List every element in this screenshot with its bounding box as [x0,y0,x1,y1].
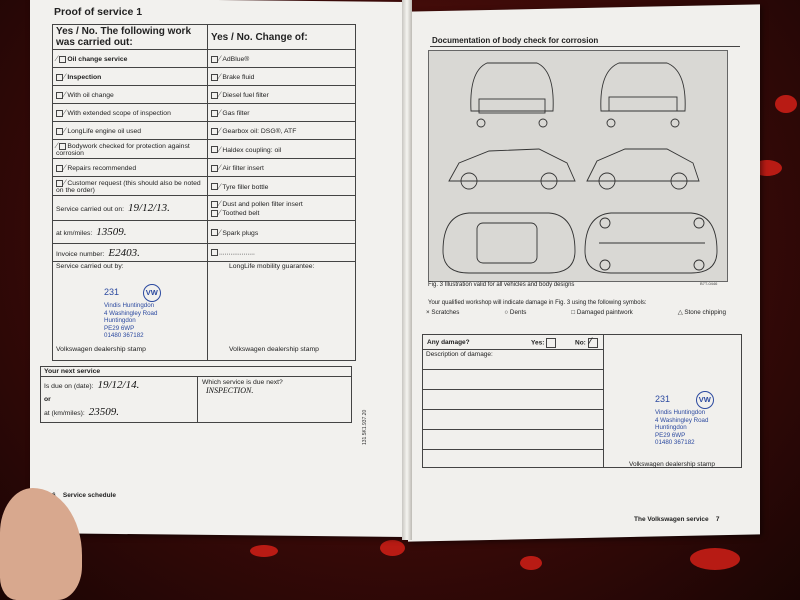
damage-form [422,334,742,468]
desc-line [423,410,603,430]
table-row: ⁄ Repairs recommended ⁄ Air filter insert [53,159,356,177]
service-table [52,24,356,361]
yes-label: Yes: [531,339,545,347]
paint-splat [690,548,740,570]
row-left: With extended scope of inspection [67,110,171,117]
row-left: Customer request (this should also be noted on the order) [56,180,201,194]
dealer-stamp [104,284,204,340]
symbol-stone-chipping: △ Stone chipping [677,309,726,316]
row-left: Inspection [67,74,102,81]
desc-line [423,390,603,410]
stamp-line: Huntingdon [655,424,687,431]
car-outline-illustration [429,51,727,281]
row-left: LongLife engine oil used [67,128,142,135]
stamp-line: Vindis Huntingdon [655,409,706,416]
paint-splat [520,556,542,570]
stamp-line: 4 Washingley Road [655,416,709,424]
symbols-legend [426,309,726,316]
table-row: Service carried out on: 19/12/13. ⁄ Dust and pollen filter insert ⁄ Toothed belt [53,196,356,221]
dealer-stamp-right [655,391,714,447]
yes-checkbox [546,338,556,348]
row-right: Brake fluid [222,74,255,81]
stamp-line: PE29 6WP [655,431,686,439]
symbol-dents: ○ Dents [504,309,527,316]
row-right: Haldex coupling: oil [222,146,282,154]
desc-label: Description of damage: [426,351,493,358]
dots: ................... [219,249,255,257]
km-value: 13509. [96,226,127,238]
desc-line [423,430,603,450]
vw-logo-icon: VW [143,284,161,302]
stamp-line: PE29 6WP [104,324,135,332]
symbol-scratches: × Scratches [426,309,460,316]
left-footer [52,492,116,499]
row-right: AdBlue® [222,56,250,63]
row-right: Gas filter [222,110,250,117]
km-label: at km/miles: [56,230,93,237]
figure-caption: Fig. 3 Illustration valid for all vehicles and body designs [428,282,575,288]
left-footer-text: Service schedule [62,492,116,499]
due-label: Is due on (date): [44,383,94,390]
toothed-belt: Toothed belt [222,210,260,217]
right-footer [634,516,720,523]
service-date-label: Service carried out on: [56,206,125,213]
stamp-line: 01480 367182 [104,332,144,339]
desc-line [423,450,603,469]
vw-logo-icon: VW [696,391,714,409]
table-row: ⁄ Inspection ⁄ Brake fluid [53,68,356,86]
which-label: Which service is due next? [202,379,283,386]
next-service-title: Your next service [41,367,351,377]
row-left: With oil change [67,92,114,99]
row-right: Air filter insert [222,165,264,172]
car-diagram [428,50,728,282]
stamp-label-right: Volkswagen dealership stamp [629,461,715,468]
paint-splat [250,545,278,557]
stamp-line: Vindis Huntingdon [104,302,155,309]
table-row [53,244,356,262]
row-left: Repairs recommended [67,165,137,172]
invoice-label: Invoice number: [56,250,105,258]
no-label: No: [575,339,586,347]
row-right: Gearbox oil: DSG®, ATF [222,128,297,135]
table-row: ⁄ With extended scope of inspection ⁄ Gas filter [53,104,356,122]
next-service-box [40,366,352,423]
desc-line [423,350,603,370]
desc-line [423,370,603,390]
stamp-line: Huntingdon [104,317,136,324]
row-left: Bodywork checked for protection against corrosion [56,143,190,157]
dust-filter: Dust and pollen filter insert [222,201,303,208]
book-spine [402,0,412,540]
symbol-paintwork: □ Damaged paintwork [571,309,633,316]
table-row [53,262,356,361]
figure-code: B7T-0446 [700,281,718,286]
stamp-number: 231 [104,287,120,297]
or-label: or [44,396,51,403]
right-page-number: 7 [715,516,720,523]
table-row: ⁄ Bodywork checked for protection against corrosion ⁄ Haldex coupling: oil [53,140,356,159]
symbols-instructions: Your qualified workshop will indicate damage in Fig. 3 using the following symbols: [428,300,647,306]
paint-splat [775,95,797,113]
next-km-label: at (km/miles): [44,410,85,417]
stamp-label: Volkswagen dealership stamp [56,345,146,353]
col2-header: Yes / No. Change of: [208,25,356,50]
no-option [575,338,599,348]
service-date-value: 19/12/13. [128,202,170,214]
invoice-value: E2403. [108,246,140,259]
stamp-number: 231 [655,394,671,404]
row-right: Tyre filler bottle [222,183,269,191]
stamp-label-2: Volkswagen dealership stamp [229,346,319,353]
next-km-value: 23509. [88,406,120,418]
yes-option [531,338,557,348]
table-row: ⁄ LongLife engine oil used ⁄ Gearbox oil: DSG®, ATF [53,122,356,140]
paint-splat [380,540,405,556]
row-right: Diesel fuel filter [222,92,269,99]
col1-header: Yes / No. The following work was carried out: [53,25,208,50]
no-checkbox-checked: ⁄ [588,338,598,348]
right-page-title: Documentation of body check for corrosion [432,36,599,45]
row-left: Oil change service [67,56,128,63]
longlife-label: LongLife mobility guarantee: [229,263,315,270]
spark-plugs: Spark plugs [222,229,259,237]
table-row: at km/miles: 13509. ⁄ Spark plugs [53,221,356,244]
stamp-line: 01480 367182 [655,439,695,446]
side-code: 131.5K1.937.20 [362,409,368,445]
service-by-label: Service carried out by: [56,263,124,270]
table-row: ⁄ Customer request (this should also be noted on the order) ⁄ Tyre filler bottle [53,177,356,196]
title-rule [430,46,740,47]
table-row: ⁄ With oil change ⁄ Diesel fuel filter [53,86,356,104]
page-title: Proof of service 1 [54,6,143,18]
any-damage-label: Any damage? [427,338,470,346]
which-value: INSPECTION. [206,386,254,395]
table-row: ⁄ Oil change service ⁄ AdBlue® [53,50,356,68]
stamp-line: 4 Washingley Road [104,309,158,317]
due-value: 19/12/14. [97,379,140,391]
right-footer-text: The Volkswagen service [634,516,709,523]
